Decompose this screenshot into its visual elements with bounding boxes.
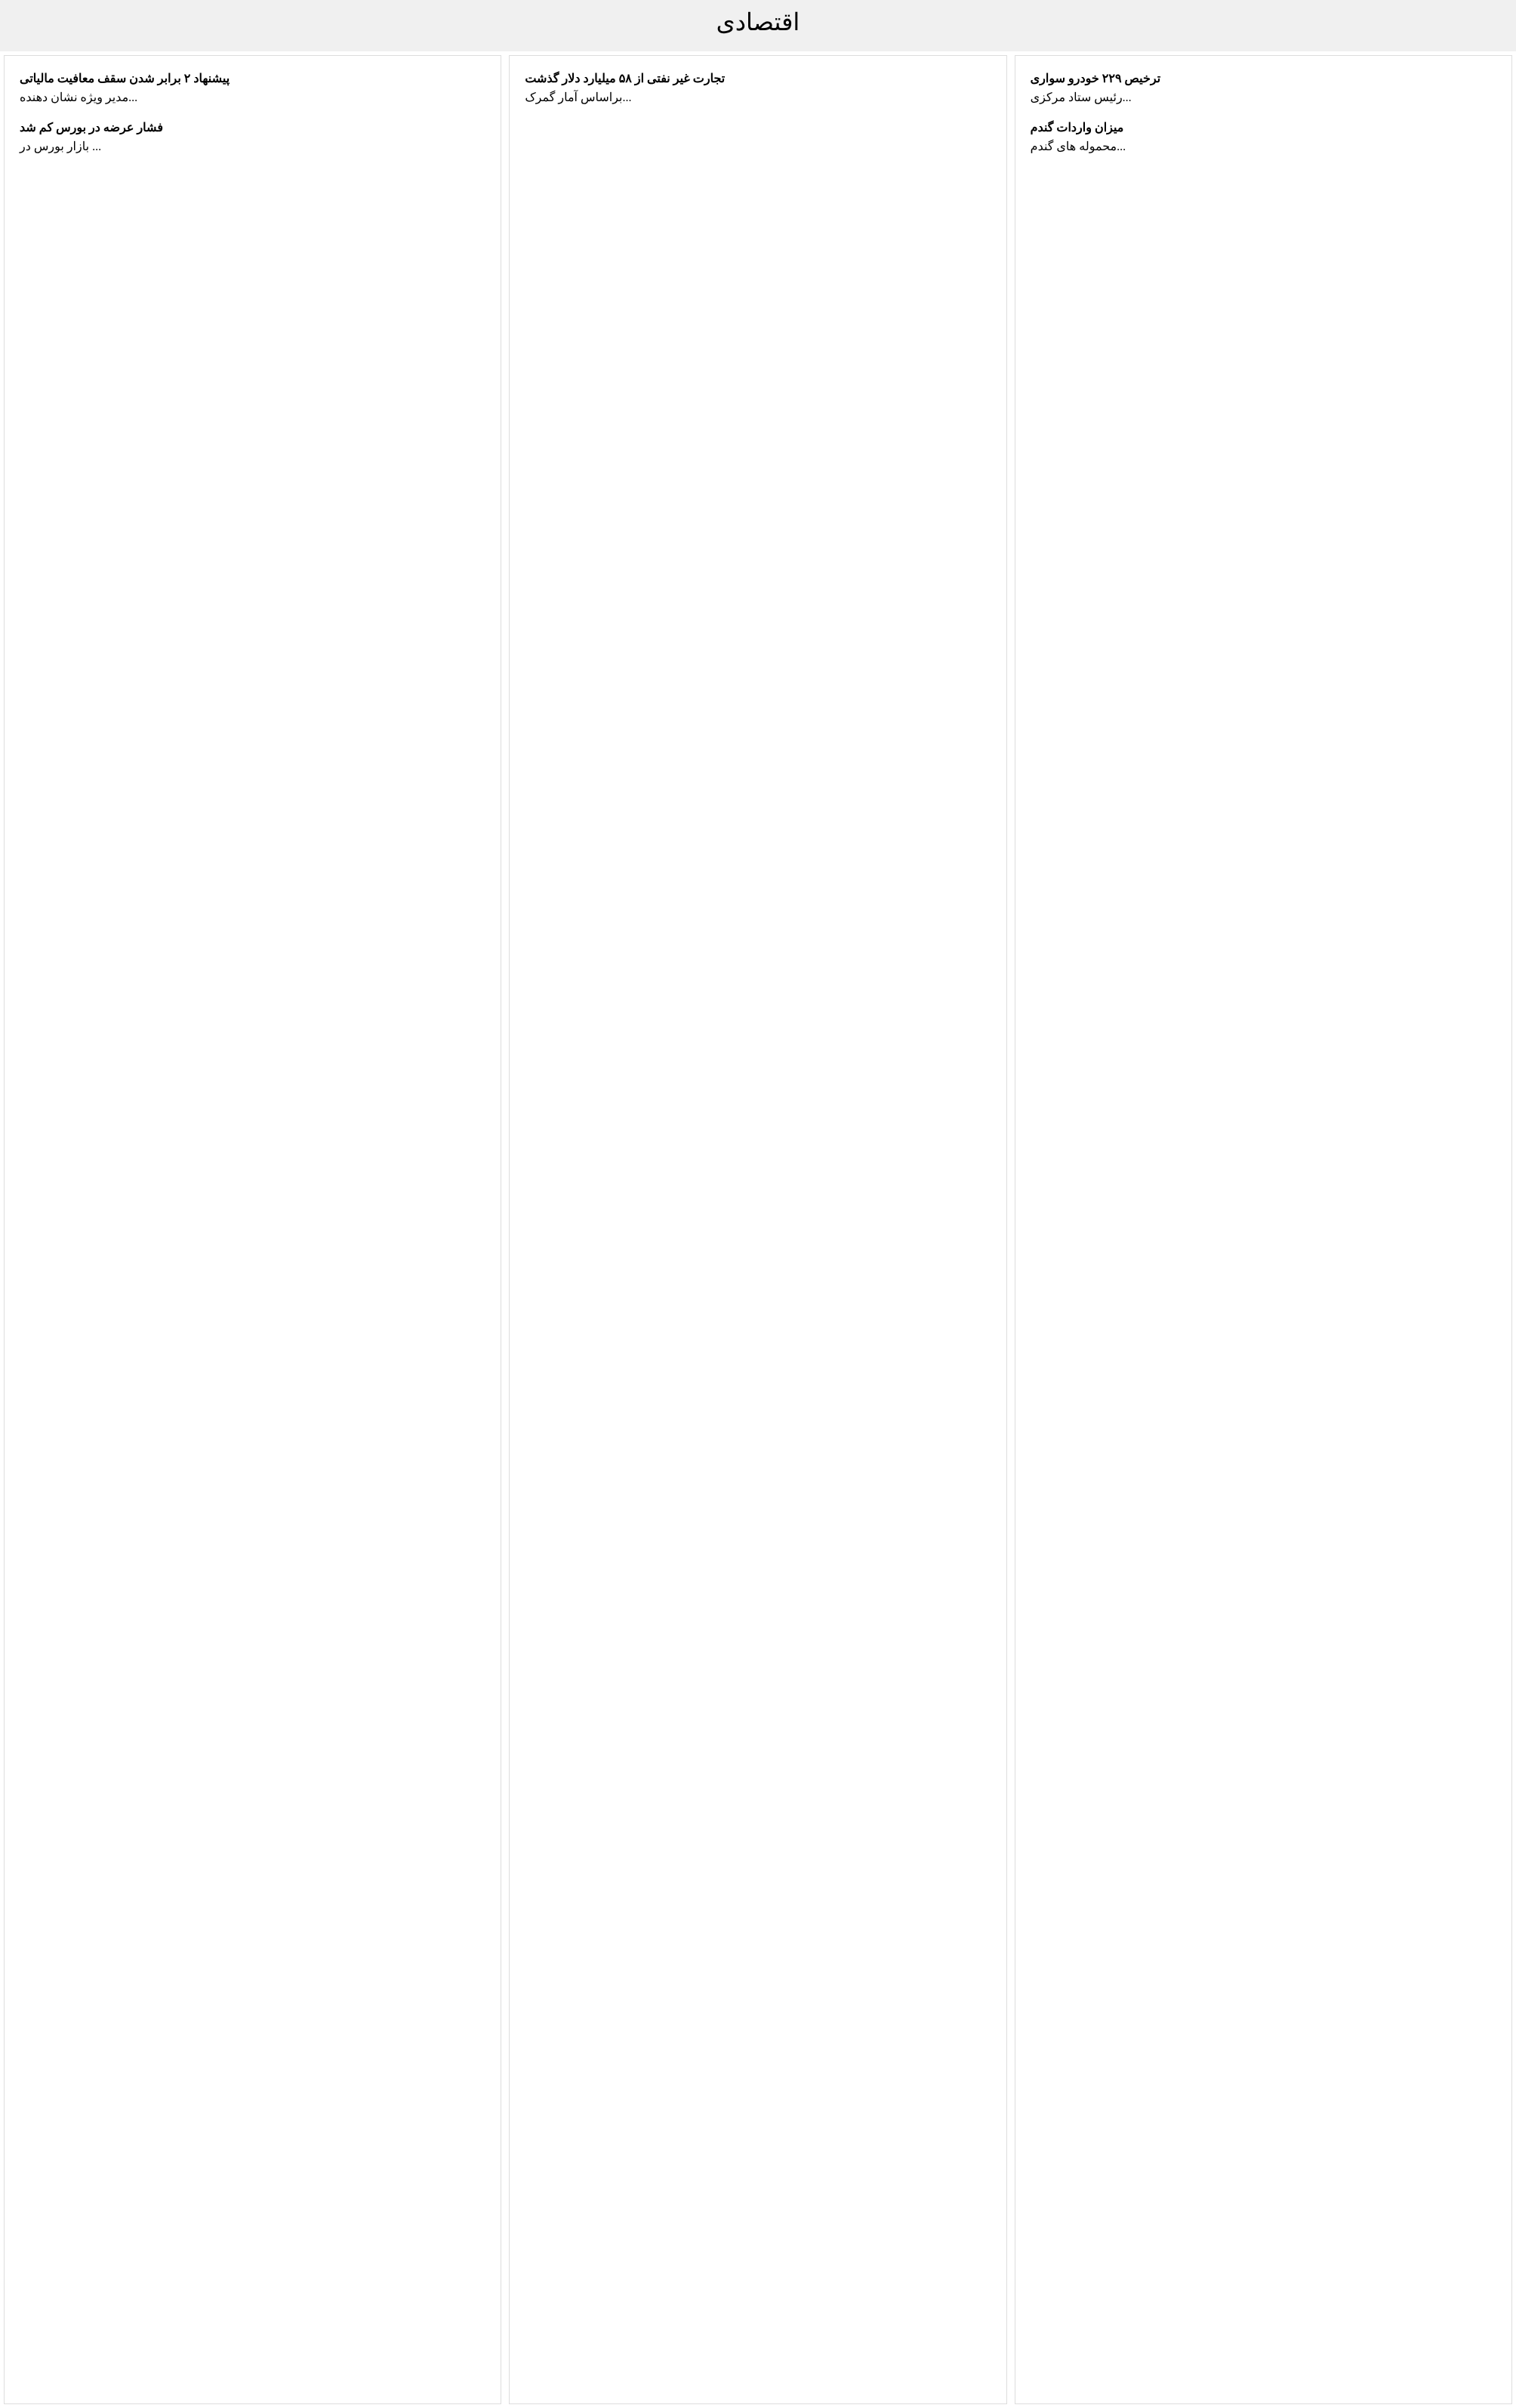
column-3 xyxy=(1015,55,1512,2404)
article-content-3: براساس آمار گمرک... xyxy=(525,91,632,104)
page-title: اقتصادی xyxy=(716,8,800,35)
article-4 xyxy=(1031,71,1496,105)
article-title-1: پیشنهاد ۲ برابر شدن سقف معافیت مالیاتی xyxy=(20,72,230,85)
column-1 xyxy=(4,55,501,2404)
article-title-2: فشار عرضه در بورس کم شد xyxy=(20,122,163,134)
article-3 xyxy=(525,71,991,105)
article-content-4: رئیس ستاد مرکزی... xyxy=(1030,91,1132,104)
article-5 xyxy=(1031,120,1496,154)
article-title-5: میزان واردات گندم xyxy=(1030,122,1124,134)
article-content-1: مدیر ویژه نشان دهنده... xyxy=(20,91,138,104)
article-content-5: محموله های گندم... xyxy=(1030,140,1126,153)
page-header xyxy=(0,0,1516,51)
main-content xyxy=(0,51,1516,2408)
article-content-2: بازار بورس در ... xyxy=(20,140,102,153)
column-2 xyxy=(509,55,1006,2404)
article-title-4: ترخیص ۲۲۹ خودرو سواری xyxy=(1030,72,1161,85)
article-1 xyxy=(20,71,485,105)
article-title-3: تجارت غیر نفتی از ۵۸ میلیارد دلار گذشت xyxy=(525,72,726,85)
article-2 xyxy=(20,120,485,154)
